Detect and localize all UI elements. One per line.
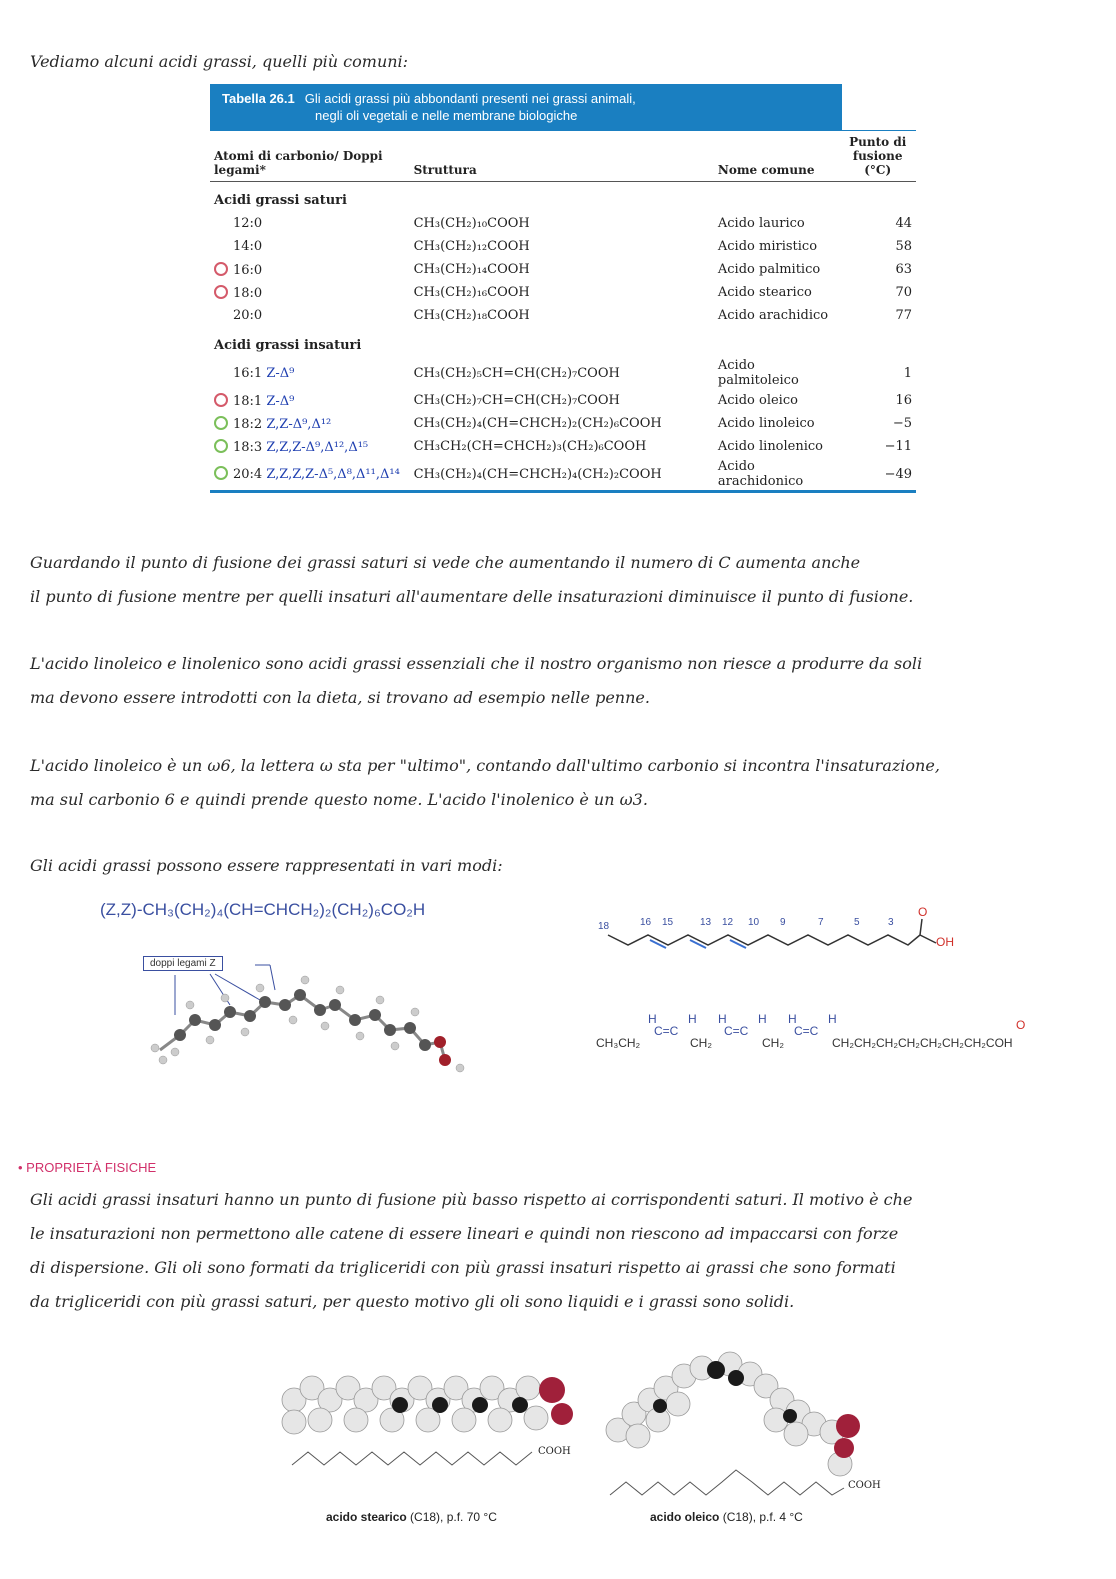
mp-cell: −49 xyxy=(884,466,912,482)
red-circle-icon xyxy=(214,262,228,276)
table-row xyxy=(210,357,916,389)
carbon-cell: 18:3 xyxy=(233,439,263,455)
carbon-number: 7 xyxy=(818,917,824,928)
formula-condensed-left: (Z,Z)-CH₃(CH₂)₄(CH=CHCH₂)₂(CH₂)₆CO₂H xyxy=(100,900,426,919)
skeletal-formula xyxy=(590,905,970,965)
name-cell: Acido arachidonico xyxy=(717,459,804,489)
cond-end: CH₂CH₂CH₂CH₂CH₂CH₂CH₂COH xyxy=(832,1036,1013,1050)
mp-cell: 58 xyxy=(895,239,912,254)
carbon-number: 18 xyxy=(598,921,610,932)
mp-cell: 16 xyxy=(895,393,912,408)
unsaturated-label: Acidi grassi insaturi xyxy=(214,338,362,353)
oleic-details: (C18), p.f. 4 °C xyxy=(719,1510,803,1524)
carbon-cell: 20:4 xyxy=(233,467,263,482)
stearic-cooh: COOH xyxy=(538,1446,571,1457)
carbon-cell: 18:2 xyxy=(233,416,263,432)
carbon-number: 3 xyxy=(888,917,894,928)
para2-line2: ma devono essere introdotti con la dieta, si trovano ad esempio nelle penne. xyxy=(30,688,650,707)
structure-cell: CH₃(CH₂)₄(CH=CHCH₂)₂(CH₂)₆COOH xyxy=(413,416,662,431)
header-mp: Punto di fusione (°C) xyxy=(839,131,916,182)
cond-h: H xyxy=(718,1012,727,1026)
structure-cell: CH₃CH₂(CH=CHCH₂)₃(CH₂)₆COOH xyxy=(413,439,647,454)
para2-line1: L'acido linoleico e linolenico sono acidi grassi essenziali che il nostro organismo non riesce a produrre da soli xyxy=(30,654,923,673)
cond-ceqc: C=C xyxy=(794,1024,819,1038)
stearic-model xyxy=(280,1360,590,1530)
green-circle-icon xyxy=(214,416,228,430)
ball-stick-model xyxy=(135,950,475,1080)
structure-cell: CH₃(CH₂)₁₂COOH xyxy=(413,239,530,254)
fatty-acid-table xyxy=(210,84,916,493)
molecule-svg xyxy=(135,950,475,1080)
mp-cell: −11 xyxy=(884,439,912,454)
table-row xyxy=(210,389,916,412)
oleic-caption xyxy=(650,1510,803,1524)
carbon-cell: 18:0 xyxy=(233,285,263,301)
structure-cell: CH₃(CH₂)₁₈COOH xyxy=(413,308,530,323)
oleic-name: acido oleico xyxy=(650,1510,720,1524)
cond-start: CH₃CH₂ xyxy=(596,1036,641,1050)
para1-line2: il punto di fusione mentre per quelli insaturi all'aumentare delle insaturazioni diminuisce il punto di fusione. xyxy=(30,587,914,606)
para5-line4: da trigliceridi con più grassi saturi, per questo motivo gli oli sono liquidi e i grassi sono solidi. xyxy=(30,1292,795,1311)
carbon-cell: 16:1 xyxy=(233,365,263,381)
table-row xyxy=(210,458,916,492)
carbon-number: 16 xyxy=(640,917,652,928)
para5-line1: Gli acidi grassi insaturi hanno un punto di fusione più basso rispetto ai corrispondenti saturi. Il motivo è che xyxy=(30,1190,913,1209)
mp-cell: 63 xyxy=(895,262,912,277)
table-row xyxy=(210,258,916,281)
green-circle-icon xyxy=(214,439,228,453)
carbon-cell: 12:0 xyxy=(233,216,263,231)
name-cell: Acido linolenico xyxy=(717,439,824,454)
mp-cell: −5 xyxy=(892,416,912,431)
name-cell: Acido linoleico xyxy=(717,416,815,431)
skeletal-hydroxyl: OH xyxy=(936,935,954,949)
mp-cell: 77 xyxy=(895,308,912,323)
header-structure: Struttura xyxy=(410,131,714,182)
table-row xyxy=(210,412,916,435)
structure-cell: CH₃(CH₂)₅CH=CH(CH₂)₇COOH xyxy=(413,365,620,381)
name-cell: Acido stearico xyxy=(717,285,812,300)
config-cell: Z,Z-Δ⁹,Δ¹² xyxy=(266,416,332,432)
oleic-cooh: COOH xyxy=(848,1480,881,1491)
carbon-cell: 16:0 xyxy=(233,262,263,278)
config-cell: Z-Δ⁹ xyxy=(266,393,295,409)
cond-ceqc: C=C xyxy=(724,1024,749,1038)
table-row xyxy=(210,281,916,304)
stearic-name: acido stearico xyxy=(326,1510,407,1524)
para3-line1: L'acido linoleico è un ω6, la lettera ω sta per "ultimo", contando dall'ultimo carbonio si incontra l'insaturazione, xyxy=(30,756,940,775)
structure-cell: CH₃(CH₂)₁₀COOH xyxy=(413,216,530,231)
carbon-number: 15 xyxy=(662,917,674,928)
structure-cell: CH₃(CH₂)₇CH=CH(CH₂)₇COOH xyxy=(413,393,620,408)
stearic-details: (C18), p.f. 70 °C xyxy=(406,1510,497,1524)
mp-cell: 1 xyxy=(903,365,912,381)
header-name: Nome comune xyxy=(714,131,840,182)
carbon-number: 12 xyxy=(722,917,734,928)
para4-text: Gli acidi grassi possono essere rappresentati in vari modi: xyxy=(30,856,503,875)
config-cell: Z,Z,Z,Z-Δ⁵,Δ⁸,Δ¹¹,Δ¹⁴ xyxy=(266,467,400,482)
stearic-caption xyxy=(326,1510,497,1524)
config-cell: Z-Δ⁹ xyxy=(266,365,295,381)
table-tag: Tabella 26.1 xyxy=(222,91,295,106)
name-cell: Acido laurico xyxy=(717,216,805,231)
model-label: doppi legami Z xyxy=(143,956,223,971)
cond-h: H xyxy=(758,1012,767,1026)
carbon-number: 13 xyxy=(700,917,712,928)
para5-line3: di dispersione. Gli oli sono formati da trigliceridi con più grassi insaturi rispetto ai grassi che sono formati xyxy=(30,1258,896,1277)
cond-ch2: CH₂ xyxy=(762,1036,784,1050)
structure-cell: CH₃(CH₂)₄(CH=CHCH₂)₄(CH₂)₂COOH xyxy=(413,466,662,482)
name-cell: Acido oleico xyxy=(717,393,798,408)
name-cell: Acido miristico xyxy=(717,239,818,254)
cond-h: H xyxy=(828,1012,837,1026)
skeletal-oxygen: O xyxy=(918,905,928,919)
carbon-cell: 14:0 xyxy=(233,239,263,254)
carbon-cell: 20:0 xyxy=(233,308,263,323)
carbon-cell: 18:1 xyxy=(233,393,263,409)
table-row xyxy=(210,212,916,235)
name-cell: Acido arachidico xyxy=(717,308,829,323)
section-title: • PROPRIETÀ FISICHE xyxy=(18,1160,157,1175)
structure-cell: CH₃(CH₂)₁₆COOH xyxy=(413,285,530,300)
cond-h: H xyxy=(788,1012,797,1026)
table-row xyxy=(210,235,916,258)
stearic-svg xyxy=(280,1360,590,1490)
config-cell: Z,Z,Z-Δ⁹,Δ¹²,Δ¹⁵ xyxy=(266,439,369,455)
red-circle-icon xyxy=(214,393,228,407)
table-row xyxy=(210,304,916,327)
table-title-line2: negli oli vegetali e nelle membrane biologiche xyxy=(315,108,578,123)
skeletal-svg xyxy=(590,905,970,965)
cond-h: H xyxy=(648,1012,657,1026)
name-cell: Acido palmitico xyxy=(717,262,821,277)
condensed-formula xyxy=(596,1010,1066,1060)
table-title-line1: Gli acidi grassi più abbondanti presenti nei grassi animali, xyxy=(304,91,636,106)
para5-line2: le insaturazioni non permettono alle catene di essere lineari e quindi non riescono ad impaccarsi con forze xyxy=(30,1224,899,1243)
cond-ceqc: C=C xyxy=(654,1024,679,1038)
mp-cell: 44 xyxy=(895,216,912,231)
green-circle-icon xyxy=(214,466,228,480)
carbon-number: 10 xyxy=(748,917,760,928)
carbon-number: 9 xyxy=(780,917,786,928)
para1-line1: Guardando il punto di fusione dei grassi saturi si vede che aumentando il numero di C aumenta anche xyxy=(30,553,861,572)
cond-ch2: CH₂ xyxy=(690,1036,712,1050)
name-cell: Acido palmitoleico xyxy=(717,358,799,388)
structure-cell: CH₃(CH₂)₁₄COOH xyxy=(413,262,530,277)
header-carbon: Atomi di carbonio/ Doppi legami* xyxy=(210,131,410,182)
carbon-number: 5 xyxy=(854,917,860,928)
red-circle-icon xyxy=(214,285,228,299)
cond-h: H xyxy=(688,1012,697,1026)
saturated-label: Acidi grassi saturi xyxy=(214,193,347,208)
cond-oxygen: O xyxy=(1016,1018,1026,1032)
oleic-model xyxy=(600,1350,900,1510)
intro-text: Vediamo alcuni acidi grassi, quelli più comuni: xyxy=(30,52,409,71)
table-row xyxy=(210,435,916,458)
mp-cell: 70 xyxy=(895,285,912,300)
para3-line2: ma sul carbonio 6 e quindi prende questo nome. L'acido l'inolenico è un ω3. xyxy=(30,790,648,809)
table-title-bar xyxy=(210,84,842,130)
